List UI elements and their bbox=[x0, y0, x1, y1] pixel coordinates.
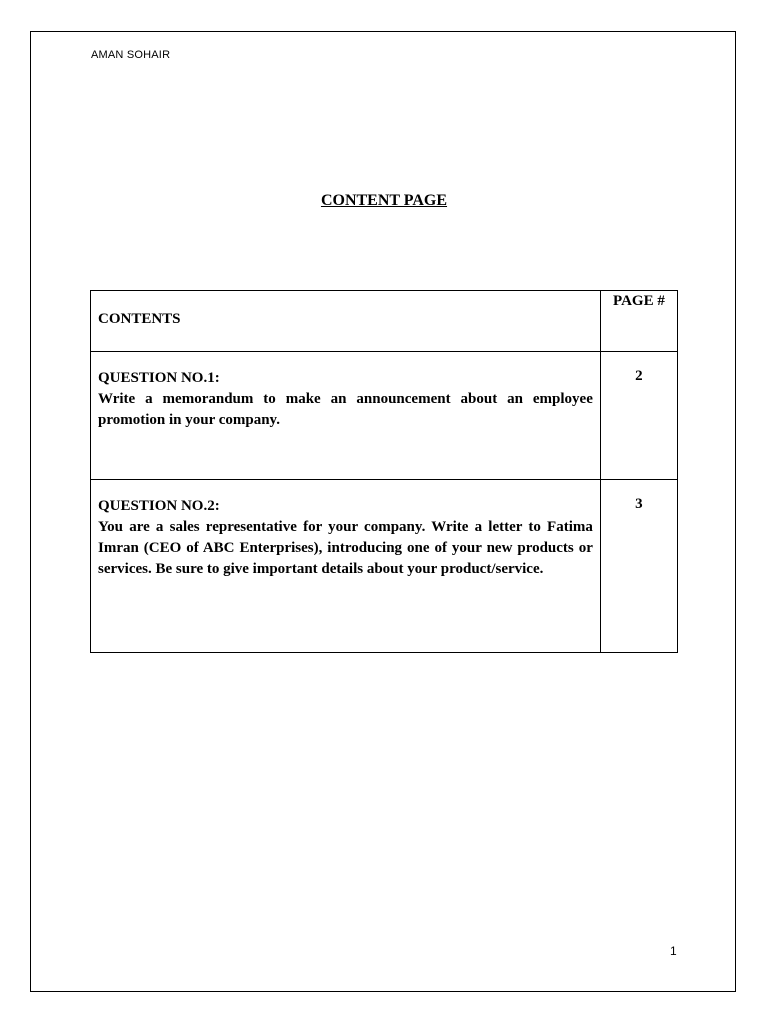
table-row bbox=[91, 352, 678, 480]
question-cell bbox=[91, 352, 601, 480]
header-author: AMAN SOHAIR bbox=[91, 49, 171, 61]
contents-column-header: CONTENTS bbox=[91, 291, 601, 352]
question-page-number: 3 bbox=[600, 480, 677, 653]
table-row bbox=[91, 480, 678, 653]
question-title: QUESTION NO.2: bbox=[98, 498, 220, 514]
contents-table bbox=[90, 290, 678, 653]
footer-page-number: 1 bbox=[670, 944, 677, 958]
question-body: Write a memorandum to make an announcement about an employee promotion in your company. bbox=[98, 391, 593, 428]
table-header-row bbox=[91, 291, 678, 352]
page-title: CONTENT PAGE bbox=[320, 192, 448, 209]
question-page-number: 2 bbox=[600, 352, 677, 480]
question-cell bbox=[91, 480, 601, 653]
question-body: You are a sales representative for your company. Write a letter to Fatima Imran (CEO of ABC Enterprises), introducing one of your new products or services. Be sure to give important details about your product/service. bbox=[98, 519, 593, 577]
question-title: QUESTION NO.1: bbox=[98, 370, 220, 386]
page-column-header: PAGE # bbox=[600, 291, 677, 352]
